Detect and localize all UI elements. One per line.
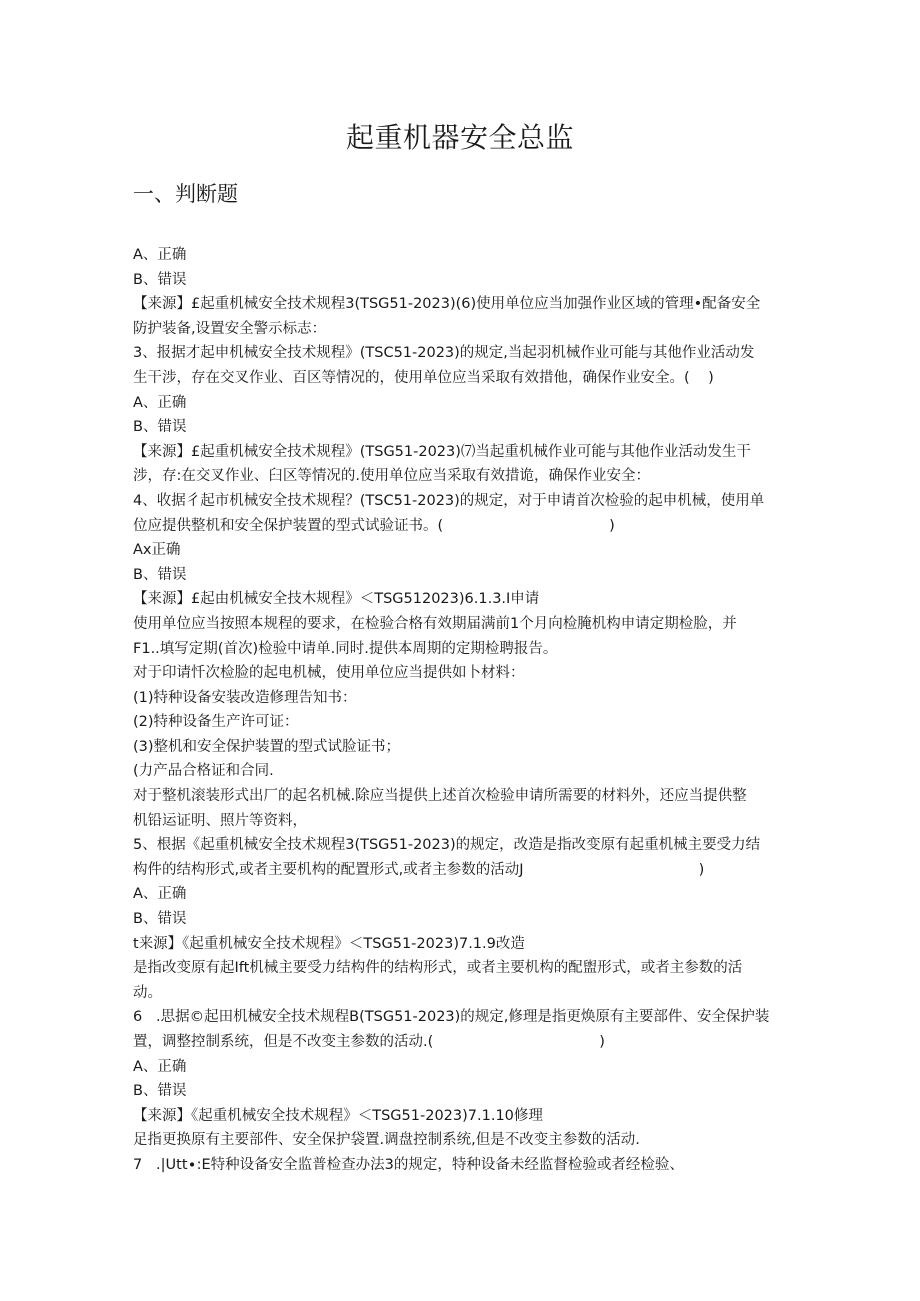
text-line: 使用单位应当按照本规程的要求，在检验合格有效期届满前1个月向检腌机构申请定期检脸，并 — [133, 615, 737, 632]
text-line: B、错误 — [133, 566, 187, 583]
text-line: 构件的结构形式,或者主要机构的配置形式,或者主参数的活动J ) — [133, 861, 705, 878]
text-line: A、正确 — [133, 247, 187, 263]
text-line: 【来源】£起重机械安全技术规程3(TSG51-2023)(6)使用单位应当加强作业区域的管理•配备安全 — [133, 296, 761, 313]
text-line: (3)整机和安全保护装置的型式试脸证书； — [133, 738, 401, 755]
text-line: 3、报据才起申机械安全技术规程》(TSC51-2023)的规定,当起羽机械作业可能与其他作业活动发 — [133, 345, 755, 362]
text-line: 对于印请忏次检脸的起电机械，使用单位应当提供如卜材料： — [133, 665, 525, 682]
section-heading: 一、判断题 — [133, 182, 238, 206]
text-line: 【来源】《起重机械安全技术规程》＜TSG51-2023)7.1.10修理 — [133, 1107, 543, 1124]
text-line: A、正确 — [133, 886, 187, 903]
text-line: 6 .思据©起田机械安全技术规程B(TSG51-2023)的规定,修理是指更焕原有主要部件、安全保护装 — [133, 1009, 770, 1026]
text-line: 是指改变原有起Ift机械主要受力结构件的结构形式，或者主要机构的配盥形式，或者主参数的活 — [133, 960, 743, 977]
text-line: 【来源】£起重机械安全技术规程》(TSG51-2023)⑺当起重机械作业可能与其他作业活动发生干 — [133, 443, 751, 460]
text-line: 7 .|Utt∙:E特种设备安全监普检查办法3的规定，特种设备未经监督检验或者经检验、 — [133, 1156, 684, 1173]
text-line: 防护装备,设置安全警示标志： — [133, 320, 327, 337]
text-line: B、错误 — [133, 271, 187, 288]
text-line: 动。 — [133, 984, 162, 1001]
text-line: 4、收据彳起市机械安全技术规程？(TSC51-2023)的规定，对于申请首次检验的起申机械，使用单 — [133, 492, 765, 509]
document-body — [133, 243, 793, 1178]
text-line: 涉，存:在交叉作业、臼区等情况的.使用单位应当采取有效措诡，确保作业安全： — [133, 468, 650, 485]
text-line: 对于整机滚装形式出厂的起名机械.除应当提供上述首次检验申请所需要的材料外，还应当提供整 — [133, 788, 747, 805]
text-line: F1..填写定期(首次)检验中请单.同时.提供本周期的定期检聘报告。 — [133, 640, 558, 657]
text-line: B、错误 — [133, 419, 187, 436]
text-line: B、错误 — [133, 1083, 187, 1100]
text-line: t来源】《起重机械安全技术规程》＜TSG51-2023)7.1.9改造 — [133, 935, 525, 952]
text-line: 置，调整控制系统，但是不改变主参数的活动.( ) — [133, 1034, 605, 1050]
text-line: 5、根据《起重机械安全技术规程3(TSG51-2023)的规定，改造是指改变原有起重机械主要受力结 — [133, 837, 761, 854]
text-line: B、错误 — [133, 911, 187, 928]
text-line: A、正确 — [133, 1058, 187, 1075]
text-line: 足指更换原有主要部件、安全保护袋置.调盘控制系统,但是不改变主参数的活动. — [133, 1132, 640, 1149]
text-line: (2)特种设备生产许可证： — [133, 714, 299, 731]
text-line: (力产品合格证和合同. — [133, 763, 274, 780]
text-line: 位应提供整机和安全保护装置的型式试验证书。( ) — [133, 517, 615, 534]
document-title: 起重机器安全总监 — [345, 121, 574, 154]
text-line: A、正确 — [133, 394, 187, 411]
text-line: (1)特种设备安装改造修理告知书： — [133, 689, 357, 706]
text-line: 机铅运证明、照片等资料， — [133, 812, 307, 829]
text-line: 【来源】£起由机械安全技木规程》＜TSG512023)6.1.3.I申请 — [133, 591, 540, 608]
text-line: Ax正确 — [133, 542, 181, 559]
text-line: 生干涉，存在交叉作业、百区等情况的，使用单位应当采取有效措他，确保作业安全。( ) — [133, 369, 714, 386]
